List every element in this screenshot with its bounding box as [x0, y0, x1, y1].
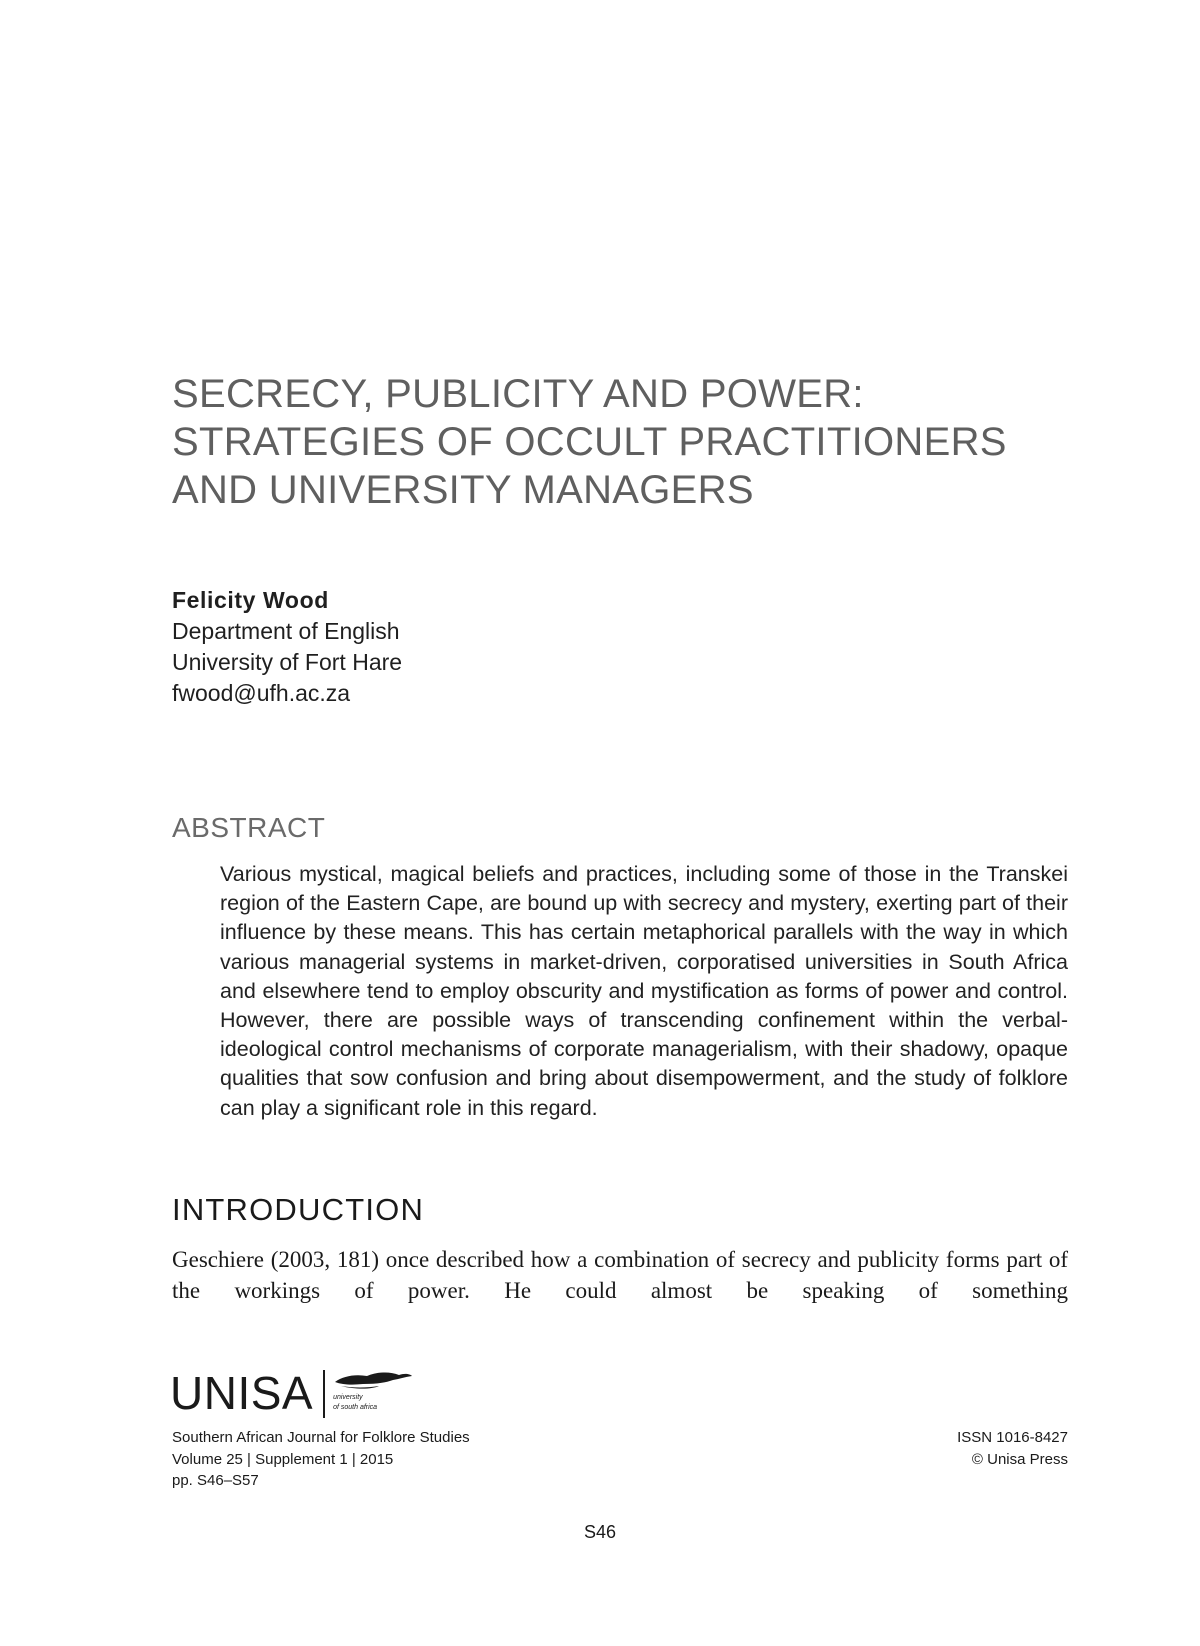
logo-mark: [333, 1370, 415, 1412]
author-block: [172, 585, 402, 709]
author-name: Felicity Wood: [172, 587, 329, 613]
journal-name: Southern African Journal for Folklore Studies: [172, 1429, 470, 1446]
issn: ISSN 1016-8427: [957, 1429, 1068, 1446]
logo-wordmark: UNISA: [170, 1367, 314, 1419]
publisher: © Unisa Press: [971, 1450, 1068, 1468]
logo-tagline-1: university: [333, 1394, 363, 1401]
bird-emblem-icon: [333, 1370, 413, 1392]
unisa-logo: [170, 1367, 415, 1419]
author-institution: University of Fort Hare: [172, 649, 403, 675]
article-title: [172, 370, 1072, 514]
page-number: S46: [583, 1522, 617, 1542]
introduction-heading: INTRODUCTION: [172, 1192, 425, 1227]
issn-info: [957, 1427, 1068, 1470]
title-line-3: AND UNIVERSITY MANAGERS: [172, 468, 754, 512]
title-line-1: SECRECY, PUBLICITY AND POWER:: [172, 372, 864, 416]
journal-volume: Volume 25 | Supplement 1 | 2015: [172, 1450, 394, 1468]
abstract-heading: ABSTRACT: [172, 812, 326, 843]
introduction-text: Geschiere (2003, 181) once described how a combination of secrecy and publicity forms part of the workings of power. He could almost be speaking of something: [172, 1247, 1068, 1303]
journal-pages: pp. S46–S57: [172, 1472, 259, 1489]
abstract-text: Various mystical, magical beliefs and practices, including some of those in the Transkei region of the Eastern Cape, are bound up with secrecy and mystery, exerting part of their influence by these means. This has certain metaphorical parallels with the way in which various managerial systems in market-driven, corporatised universities in South Africa and elsewhere tend to employ obscurity and mystification as forms of power and control. However, there are possible ways of transcending confinement within the verbal-ideological control mechanisms of corporate managerialism, with their shadowy, opaque qualities that sow confusion and bring about disempowerment, and the study of folklore can play a significant role in this regard.: [220, 862, 1068, 1120]
title-line-2: STRATEGIES OF OCCULT PRACTITIONERS: [172, 420, 1007, 464]
author-email[interactable]: fwood@ufh.ac.za: [172, 680, 351, 706]
journal-info: [172, 1427, 470, 1492]
author-department: Department of English: [172, 618, 400, 644]
logo-tagline-2: of south africa: [333, 1404, 378, 1411]
logo-divider: [323, 1370, 325, 1418]
